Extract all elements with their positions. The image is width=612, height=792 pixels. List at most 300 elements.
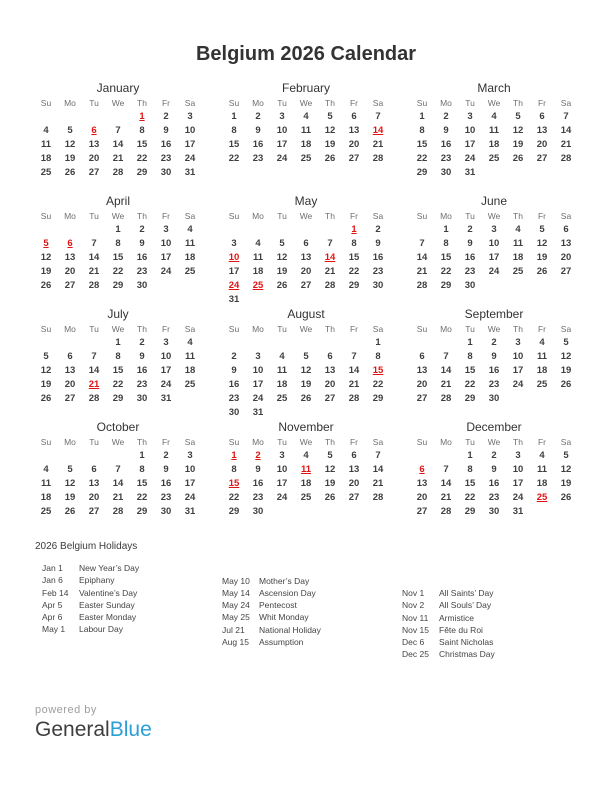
day-cell: 7 bbox=[419, 238, 425, 249]
day-cell: 24 bbox=[276, 153, 288, 164]
day-cell: 24 bbox=[488, 266, 500, 277]
day-cell: 29 bbox=[464, 393, 476, 404]
day-cell: 7 bbox=[443, 351, 449, 362]
day-cell: 4 bbox=[539, 450, 545, 461]
holiday-item bbox=[402, 648, 574, 660]
day-cell: 24 bbox=[160, 266, 172, 277]
month-days-grid bbox=[34, 209, 202, 293]
holiday-column bbox=[214, 575, 394, 661]
day-cell: 4 bbox=[303, 111, 309, 122]
empty-day-cell bbox=[246, 223, 270, 237]
weekday-header: Fr bbox=[349, 437, 359, 447]
month-march bbox=[410, 80, 578, 193]
day-cell: 10 bbox=[512, 464, 524, 475]
day-cell: 15 bbox=[464, 365, 476, 376]
holiday-date: May 14 bbox=[222, 587, 250, 598]
day-cell: 5 bbox=[43, 351, 49, 362]
month-title: February bbox=[281, 81, 331, 95]
day-cell: 18 bbox=[536, 478, 548, 489]
weekday-header: Mo bbox=[64, 98, 76, 108]
day-cell: 26 bbox=[560, 492, 572, 503]
day-cell: 3 bbox=[255, 351, 261, 362]
weekday-header: Mo bbox=[64, 437, 76, 447]
day-cell: 3 bbox=[187, 111, 193, 122]
weekday-header: Th bbox=[513, 211, 523, 221]
month-title: January bbox=[96, 81, 140, 95]
empty-day-cell bbox=[82, 336, 106, 350]
day-cell: 9 bbox=[375, 238, 381, 249]
holiday-day-cell: 15 bbox=[228, 478, 240, 489]
day-cell: 9 bbox=[231, 365, 237, 376]
day-cell: 21 bbox=[88, 266, 100, 277]
day-cell: 23 bbox=[372, 266, 384, 277]
holiday-item bbox=[402, 624, 574, 636]
day-cell: 4 bbox=[539, 337, 545, 348]
day-cell: 13 bbox=[88, 139, 100, 150]
holiday-day-cell: 1 bbox=[231, 450, 237, 461]
day-cell: 13 bbox=[300, 252, 312, 263]
month-title: July bbox=[107, 307, 129, 321]
day-cell: 24 bbox=[184, 492, 196, 503]
day-cell: 10 bbox=[160, 351, 172, 362]
month-days-grid bbox=[222, 435, 390, 519]
day-cell: 2 bbox=[443, 111, 449, 122]
holiday-date: Dec 6 bbox=[402, 637, 425, 648]
day-cell: 31 bbox=[464, 167, 476, 178]
day-cell: 17 bbox=[184, 139, 196, 150]
weekday-header: Sa bbox=[560, 98, 572, 108]
day-cell: 21 bbox=[372, 478, 384, 489]
day-cell: 14 bbox=[348, 365, 360, 376]
day-cell: 11 bbox=[184, 351, 196, 362]
holiday-name: Easter Sunday bbox=[79, 599, 135, 610]
empty-day-cell bbox=[294, 336, 318, 350]
day-cell: 7 bbox=[563, 111, 569, 122]
holiday-item bbox=[402, 636, 574, 648]
day-cell: 30 bbox=[464, 280, 476, 291]
day-cell: 20 bbox=[300, 266, 312, 277]
day-cell: 16 bbox=[252, 478, 264, 489]
day-cell: 23 bbox=[464, 266, 476, 277]
day-cell: 20 bbox=[416, 379, 428, 390]
day-cell: 12 bbox=[536, 238, 548, 249]
day-cell: 24 bbox=[184, 153, 196, 164]
day-cell: 12 bbox=[560, 464, 572, 475]
month-title: June bbox=[480, 194, 508, 208]
weekday-header: We bbox=[299, 98, 313, 108]
weekday-header: Su bbox=[416, 324, 428, 334]
weekday-header: Mo bbox=[252, 437, 264, 447]
day-cell: 16 bbox=[488, 478, 500, 489]
day-cell: 4 bbox=[187, 337, 193, 348]
empty-day-cell bbox=[410, 449, 434, 463]
day-cell: 6 bbox=[351, 111, 357, 122]
holiday-item bbox=[222, 587, 394, 599]
day-cell: 3 bbox=[187, 450, 193, 461]
day-cell: 8 bbox=[467, 351, 473, 362]
day-cell: 23 bbox=[136, 266, 148, 277]
month-days-grid bbox=[222, 209, 390, 307]
weekday-header: Fr bbox=[349, 211, 359, 221]
weekday-header: Tu bbox=[89, 98, 99, 108]
day-cell: 17 bbox=[252, 379, 264, 390]
day-cell: 20 bbox=[560, 252, 572, 263]
day-cell: 31 bbox=[252, 407, 264, 418]
holiday-name: All Saints’ Day bbox=[439, 588, 494, 598]
day-cell: 27 bbox=[416, 506, 428, 517]
day-cell: 16 bbox=[160, 139, 172, 150]
day-cell: 15 bbox=[416, 139, 428, 150]
months-grid bbox=[0, 80, 612, 532]
day-cell: 19 bbox=[40, 266, 52, 277]
holiday-name: Valentine’s Day bbox=[79, 587, 138, 598]
weekday-header: Sa bbox=[560, 211, 572, 221]
day-cell: 12 bbox=[64, 139, 76, 150]
holiday-name: New Year’s Day bbox=[79, 563, 140, 573]
day-cell: 19 bbox=[64, 153, 76, 164]
holiday-day-cell: 14 bbox=[372, 125, 384, 136]
holiday-day-cell: 21 bbox=[88, 379, 100, 390]
day-cell: 1 bbox=[115, 224, 121, 235]
day-cell: 14 bbox=[112, 139, 124, 150]
weekday-header: Th bbox=[513, 98, 523, 108]
weekday-header: Mo bbox=[440, 211, 452, 221]
weekday-header: Su bbox=[228, 211, 240, 221]
generalblue-logo bbox=[35, 718, 152, 742]
weekday-header: Su bbox=[40, 98, 52, 108]
day-cell: 21 bbox=[440, 379, 452, 390]
holiday-date: Jan 1 bbox=[42, 563, 63, 573]
weekday-header: We bbox=[299, 437, 313, 447]
day-cell: 8 bbox=[115, 351, 121, 362]
day-cell: 7 bbox=[375, 111, 381, 122]
empty-day-cell bbox=[82, 449, 106, 463]
day-cell: 11 bbox=[184, 238, 196, 249]
day-cell: 27 bbox=[416, 393, 428, 404]
holiday-item bbox=[42, 587, 214, 599]
weekday-header: Tu bbox=[465, 324, 475, 334]
weekday-header: We bbox=[487, 211, 501, 221]
day-cell: 25 bbox=[300, 153, 312, 164]
month-days-grid bbox=[34, 322, 202, 406]
holiday-columns bbox=[0, 562, 612, 661]
holiday-day-cell: 11 bbox=[300, 464, 312, 475]
empty-day-cell bbox=[82, 110, 106, 124]
day-cell: 27 bbox=[348, 492, 360, 503]
empty-day-cell bbox=[222, 336, 246, 350]
day-cell: 10 bbox=[252, 365, 264, 376]
day-cell: 29 bbox=[228, 506, 240, 517]
day-cell: 4 bbox=[303, 450, 309, 461]
day-cell: 24 bbox=[276, 492, 288, 503]
day-cell: 17 bbox=[160, 252, 172, 263]
day-cell: 4 bbox=[43, 464, 49, 475]
day-cell: 18 bbox=[488, 139, 500, 150]
empty-day-cell bbox=[410, 223, 434, 237]
day-cell: 27 bbox=[348, 153, 360, 164]
day-cell: 10 bbox=[488, 238, 500, 249]
day-cell: 25 bbox=[276, 393, 288, 404]
day-cell: 22 bbox=[136, 153, 148, 164]
day-cell: 5 bbox=[563, 450, 569, 461]
day-cell: 19 bbox=[560, 478, 572, 489]
day-cell: 9 bbox=[139, 238, 145, 249]
month-title: May bbox=[294, 194, 318, 208]
day-cell: 30 bbox=[228, 407, 240, 418]
month-december bbox=[410, 419, 578, 532]
holiday-day-cell: 1 bbox=[139, 111, 145, 122]
holiday-day-cell: 2 bbox=[255, 450, 261, 461]
weekday-header: Mo bbox=[252, 211, 264, 221]
day-cell: 11 bbox=[40, 478, 52, 489]
day-cell: 14 bbox=[440, 365, 452, 376]
day-cell: 22 bbox=[372, 379, 384, 390]
holiday-item bbox=[42, 623, 214, 635]
day-cell: 12 bbox=[560, 351, 572, 362]
holiday-date: Feb 14 bbox=[42, 587, 69, 598]
logo-text-general: General bbox=[35, 718, 110, 741]
month-may bbox=[222, 193, 390, 306]
holiday-date: May 24 bbox=[222, 600, 250, 611]
day-cell: 5 bbox=[515, 111, 521, 122]
holiday-name: Labour Day bbox=[79, 624, 123, 635]
weekday-header: Fr bbox=[537, 98, 547, 108]
weekday-header: Mo bbox=[252, 98, 264, 108]
day-cell: 8 bbox=[231, 464, 237, 475]
holiday-name: Ascension Day bbox=[259, 587, 316, 598]
day-cell: 13 bbox=[88, 478, 100, 489]
day-cell: 22 bbox=[112, 379, 124, 390]
holiday-item bbox=[222, 575, 394, 587]
day-cell: 21 bbox=[560, 139, 572, 150]
holiday-column bbox=[34, 562, 214, 661]
weekday-header: Fr bbox=[537, 324, 547, 334]
weekday-header: Sa bbox=[372, 98, 384, 108]
day-cell: 6 bbox=[327, 351, 333, 362]
weekday-header: Fr bbox=[161, 98, 171, 108]
day-cell: 27 bbox=[88, 167, 100, 178]
day-cell: 17 bbox=[464, 139, 476, 150]
day-cell: 19 bbox=[536, 252, 548, 263]
page-title: Belgium 2026 Calendar bbox=[195, 43, 417, 65]
holiday-date: Jul 21 bbox=[222, 624, 245, 635]
empty-day-cell bbox=[222, 223, 246, 237]
day-cell: 26 bbox=[560, 379, 572, 390]
holiday-date: Jan 6 bbox=[42, 575, 63, 586]
day-cell: 4 bbox=[187, 224, 193, 235]
weekday-header: Su bbox=[416, 211, 428, 221]
weekday-header: Mo bbox=[440, 437, 452, 447]
weekday-header: Tu bbox=[465, 437, 475, 447]
day-cell: 29 bbox=[440, 280, 452, 291]
month-february bbox=[222, 80, 390, 193]
day-cell: 12 bbox=[276, 252, 288, 263]
day-cell: 25 bbox=[184, 266, 196, 277]
day-cell: 19 bbox=[324, 139, 336, 150]
holiday-date: Nov 1 bbox=[402, 588, 425, 598]
day-cell: 26 bbox=[324, 492, 336, 503]
day-cell: 23 bbox=[252, 492, 264, 503]
holiday-name: Fête du Roi bbox=[439, 624, 483, 635]
day-cell: 11 bbox=[300, 125, 312, 136]
day-cell: 15 bbox=[136, 478, 148, 489]
day-cell: 9 bbox=[467, 238, 473, 249]
day-cell: 24 bbox=[252, 393, 264, 404]
day-cell: 21 bbox=[348, 379, 360, 390]
day-cell: 7 bbox=[351, 351, 357, 362]
holiday-date: Apr 5 bbox=[42, 599, 63, 610]
day-cell: 1 bbox=[467, 337, 473, 348]
day-cell: 23 bbox=[252, 153, 264, 164]
holiday-name: All Souls’ Day bbox=[439, 600, 492, 611]
day-cell: 12 bbox=[324, 125, 336, 136]
day-cell: 7 bbox=[327, 238, 333, 249]
day-cell: 30 bbox=[160, 167, 172, 178]
day-cell: 18 bbox=[512, 252, 524, 263]
weekday-header: Fr bbox=[349, 98, 359, 108]
day-cell: 14 bbox=[88, 252, 100, 263]
weekday-header: We bbox=[487, 437, 501, 447]
day-cell: 4 bbox=[43, 125, 49, 136]
day-cell: 22 bbox=[136, 492, 148, 503]
weekday-header: Tu bbox=[277, 324, 287, 334]
day-cell: 16 bbox=[136, 365, 148, 376]
day-cell: 2 bbox=[467, 224, 473, 235]
day-cell: 20 bbox=[416, 492, 428, 503]
holiday-day-cell: 5 bbox=[43, 238, 49, 249]
day-cell: 19 bbox=[560, 365, 572, 376]
day-cell: 2 bbox=[255, 111, 261, 122]
day-cell: 6 bbox=[303, 238, 309, 249]
empty-day-cell bbox=[106, 449, 130, 463]
month-title: September bbox=[464, 307, 524, 321]
day-cell: 3 bbox=[231, 238, 237, 249]
month-october bbox=[34, 419, 202, 532]
day-cell: 11 bbox=[488, 125, 500, 136]
day-cell: 11 bbox=[276, 365, 288, 376]
day-cell: 23 bbox=[160, 153, 172, 164]
day-cell: 13 bbox=[416, 365, 428, 376]
empty-day-cell bbox=[318, 336, 342, 350]
day-cell: 11 bbox=[252, 252, 264, 263]
holiday-item bbox=[42, 574, 214, 586]
weekday-header: Tu bbox=[465, 211, 475, 221]
holiday-day-cell: 1 bbox=[351, 224, 357, 235]
day-cell: 2 bbox=[139, 224, 145, 235]
weekday-header: Th bbox=[325, 437, 335, 447]
empty-day-cell bbox=[270, 223, 294, 237]
day-cell: 21 bbox=[324, 266, 336, 277]
month-title: August bbox=[287, 307, 325, 321]
logo-text-blue: Blue bbox=[109, 718, 152, 741]
empty-day-cell bbox=[34, 449, 58, 463]
day-cell: 27 bbox=[324, 393, 336, 404]
holiday-date: May 25 bbox=[222, 612, 250, 623]
day-cell: 9 bbox=[255, 125, 261, 136]
day-cell: 5 bbox=[303, 351, 309, 362]
day-cell: 12 bbox=[40, 365, 52, 376]
day-cell: 5 bbox=[563, 337, 569, 348]
day-cell: 19 bbox=[276, 266, 288, 277]
day-cell: 25 bbox=[488, 153, 500, 164]
holiday-item bbox=[222, 624, 394, 636]
day-cell: 30 bbox=[488, 506, 500, 517]
day-cell: 13 bbox=[560, 238, 572, 249]
holiday-day-cell: 10 bbox=[228, 252, 240, 263]
weekday-header: Mo bbox=[64, 324, 76, 334]
day-cell: 26 bbox=[276, 280, 288, 291]
weekday-header: Su bbox=[40, 437, 52, 447]
holiday-name: Pentecost bbox=[259, 600, 297, 611]
day-cell: 10 bbox=[276, 125, 288, 136]
weekday-header: Tu bbox=[277, 437, 287, 447]
weekday-header: Fr bbox=[161, 437, 171, 447]
day-cell: 8 bbox=[115, 238, 121, 249]
day-cell: 22 bbox=[112, 266, 124, 277]
day-cell: 31 bbox=[512, 506, 524, 517]
day-cell: 10 bbox=[184, 464, 196, 475]
weekday-header: We bbox=[299, 211, 313, 221]
day-cell: 17 bbox=[184, 478, 196, 489]
day-cell: 16 bbox=[136, 252, 148, 263]
month-august bbox=[222, 306, 390, 419]
day-cell: 25 bbox=[536, 379, 548, 390]
day-cell: 7 bbox=[91, 238, 97, 249]
day-cell: 28 bbox=[372, 153, 384, 164]
day-cell: 26 bbox=[64, 506, 76, 517]
empty-day-cell bbox=[410, 336, 434, 350]
day-cell: 26 bbox=[40, 280, 52, 291]
day-cell: 12 bbox=[512, 125, 524, 136]
day-cell: 13 bbox=[64, 252, 76, 263]
day-cell: 1 bbox=[115, 337, 121, 348]
day-cell: 2 bbox=[163, 111, 169, 122]
day-cell: 4 bbox=[491, 111, 497, 122]
day-cell: 20 bbox=[64, 266, 76, 277]
month-days-grid bbox=[34, 96, 202, 180]
day-cell: 3 bbox=[491, 224, 497, 235]
day-cell: 30 bbox=[440, 167, 452, 178]
day-cell: 30 bbox=[136, 280, 148, 291]
day-cell: 11 bbox=[512, 238, 524, 249]
weekday-header: Th bbox=[137, 98, 147, 108]
day-cell: 8 bbox=[139, 125, 145, 136]
day-cell: 22 bbox=[416, 153, 428, 164]
empty-day-cell bbox=[270, 336, 294, 350]
day-cell: 17 bbox=[512, 478, 524, 489]
day-cell: 8 bbox=[375, 351, 381, 362]
day-cell: 18 bbox=[300, 139, 312, 150]
day-cell: 17 bbox=[488, 252, 500, 263]
holiday-date: Nov 2 bbox=[402, 600, 425, 611]
day-cell: 28 bbox=[88, 393, 100, 404]
day-cell: 14 bbox=[112, 478, 124, 489]
day-cell: 3 bbox=[163, 224, 169, 235]
weekday-header: We bbox=[487, 324, 501, 334]
holiday-date: May 10 bbox=[222, 575, 250, 586]
empty-day-cell bbox=[246, 336, 270, 350]
weekday-header: We bbox=[299, 324, 313, 334]
weekday-header: We bbox=[111, 98, 125, 108]
day-cell: 23 bbox=[160, 492, 172, 503]
weekday-header: Tu bbox=[277, 211, 287, 221]
day-cell: 25 bbox=[40, 167, 52, 178]
day-cell: 26 bbox=[64, 167, 76, 178]
day-cell: 2 bbox=[139, 337, 145, 348]
day-cell: 28 bbox=[112, 506, 124, 517]
holiday-day-cell: 6 bbox=[67, 238, 73, 249]
weekday-header: Tu bbox=[277, 98, 287, 108]
